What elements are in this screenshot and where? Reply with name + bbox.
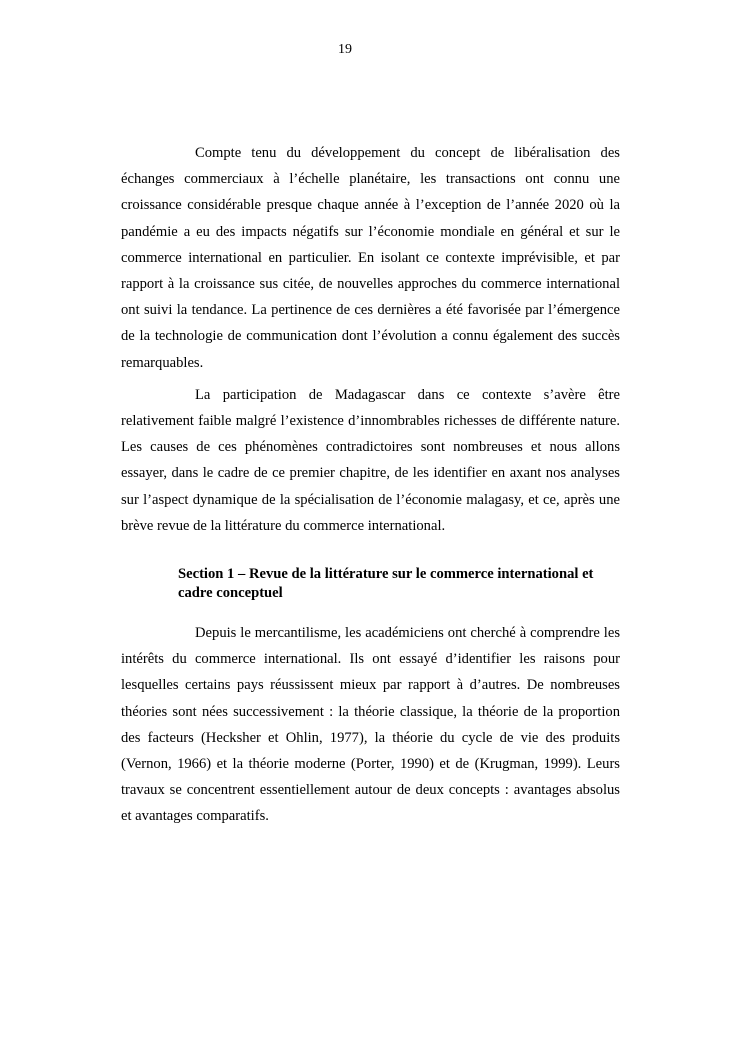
body-paragraph: Compte tenu du développement du concept de libéralisation des échanges commerciaux à l’échelle planétaire, les transactions ont connu une croissance considérable presque chaque année à l’exception de l’année 2020 où la pandémie a eu des impacts négatifs sur l’économie mondiale en général et sur le commerce international en particulier. En isolant ce contexte imprévisible, et par rapport à la croissance sus citée, de nouvelles approches du commerce international ont suivi la tendance. La pertinence de ces dernières a été favorisée par l’émergence de la technologie de communication dont l’évolution a connu également des succès remarquables. <box>121 145 620 371</box>
section-paragraph: Depuis le mercantilisme, les académiciens ont cherché à comprendre les intérêts du commerce international. Ils ont essayé d’identifier les raisons pour lesquelles certains pays réussissent mieux par rapport à d’autres. De nombreuses théories sont nées successivement : la théorie classique, la théorie de la proportion des facteurs (Hecksher et Ohlin, 1977), la théorie du cycle de vie des produits (Vernon, 1966) et la théorie moderne (Porter, 1990) et de (Krugman, 1999). Leurs travaux se concentrent essentiellement autour de deux concepts : avantages absolus et avantages comparatifs. <box>121 625 620 825</box>
body-paragraph: La participation de Madagascar dans ce contexte s’avère être relativement faible malgré l’existence d’innombrables richesses de différente nature. Les causes de ces phénomènes contradictoires sont nombreuses et nous allons essayer, dans le cadre de ce premier chapitre, de les identifier en axant nos analyses sur l’aspect dynamique de la spécialisation de l’économie malagasy, et ce, après une brève revue de la littérature du commerce international. <box>121 386 620 534</box>
document-body <box>121 140 620 830</box>
section-heading: Section 1 – Revue de la littérature sur le commerce international et cadre conceptuel <box>178 566 594 602</box>
page-number: 19 <box>338 42 352 57</box>
